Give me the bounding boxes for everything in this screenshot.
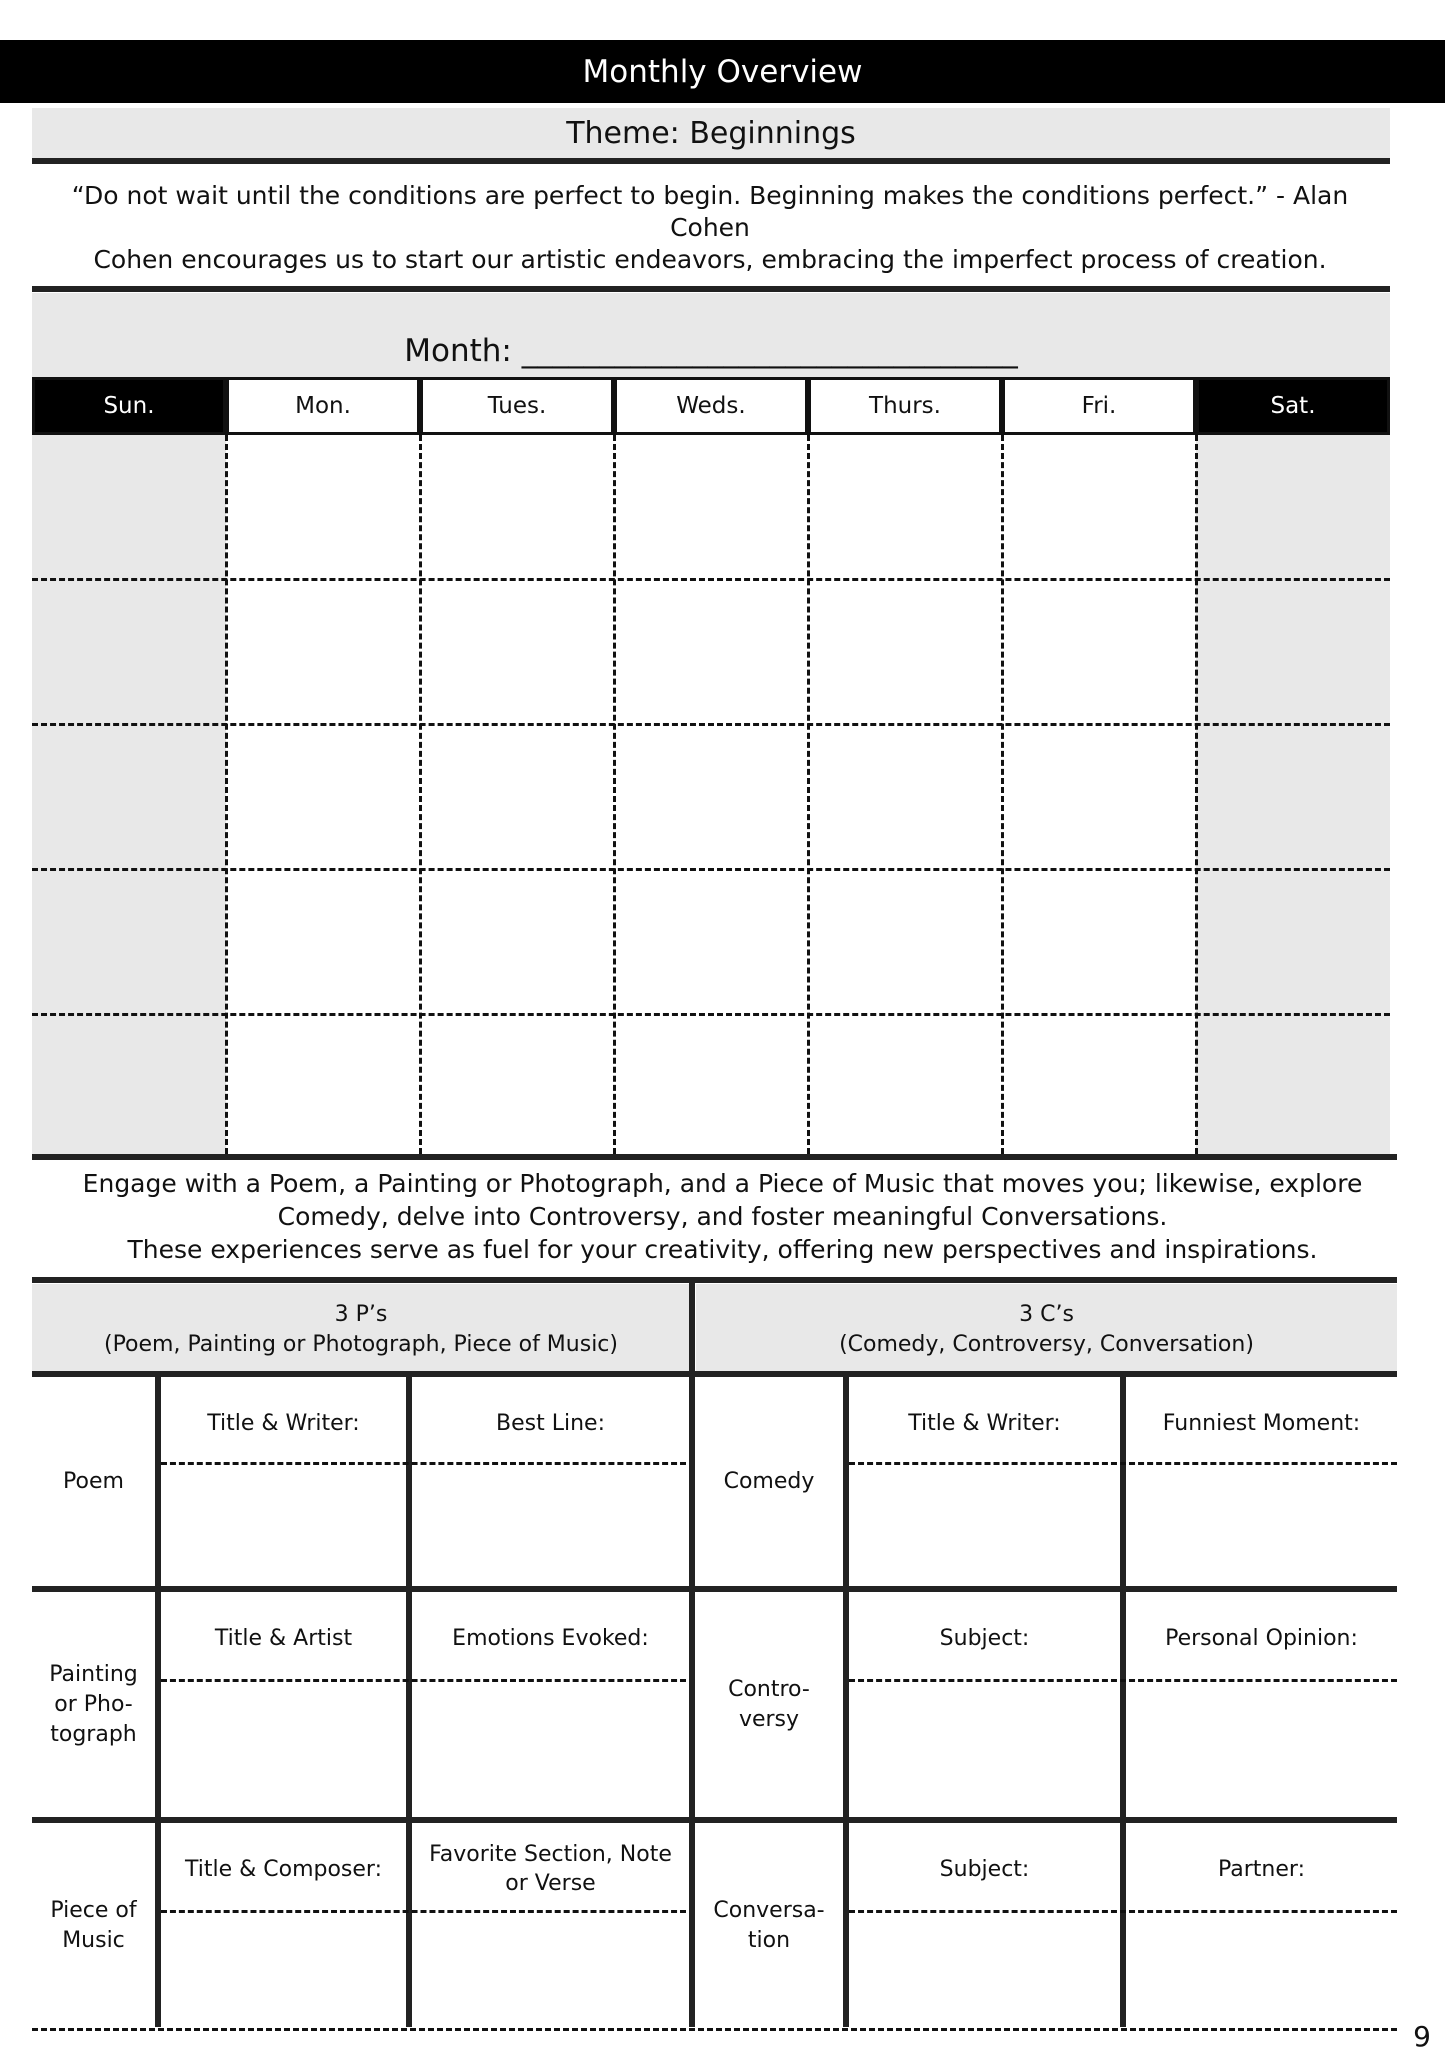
field-line bbox=[161, 1462, 686, 1465]
day-header-mon: Mon. bbox=[226, 377, 420, 435]
quote-line-3: Cohen encourages us to start our artistic endeavors, embracing the imperfect process of creation. bbox=[93, 245, 1327, 274]
field-line bbox=[161, 1910, 686, 1913]
page-title: Monthly Overview bbox=[0, 40, 1445, 103]
field-line bbox=[32, 2028, 1397, 2031]
day-header-sun: Sun. bbox=[32, 377, 226, 435]
grid-line bbox=[807, 435, 810, 1154]
day-header-sat: Sat. bbox=[1196, 377, 1390, 435]
painting-title-artist-field[interactable]: Title & Artist bbox=[214, 1625, 353, 1651]
grid-line bbox=[1001, 435, 1004, 1154]
quote bbox=[60, 180, 1360, 276]
controversy-subject-field[interactable]: Subject: bbox=[939, 1625, 1030, 1651]
grid-line bbox=[32, 578, 1390, 581]
calendar-grid[interactable] bbox=[32, 435, 1390, 1154]
grid-line bbox=[613, 435, 616, 1154]
field-line bbox=[161, 1679, 686, 1682]
grid-line bbox=[32, 723, 1390, 726]
poem-best-line-field[interactable]: Best Line: bbox=[496, 1410, 605, 1436]
three-cs-header bbox=[696, 1284, 1397, 1376]
controversy-opinion-field[interactable]: Personal Opinion: bbox=[1165, 1625, 1358, 1651]
field-line bbox=[849, 1462, 1397, 1465]
calendar-day-header bbox=[32, 377, 1390, 435]
grid-line bbox=[32, 868, 1390, 871]
grid-line bbox=[419, 435, 422, 1154]
controversy-label: Contro-versy bbox=[728, 1676, 810, 1732]
three-ps-title: 3 P’s bbox=[334, 1302, 388, 1327]
day-header-fri: Fri. bbox=[1002, 377, 1196, 435]
day-header-thu: Thurs. bbox=[808, 377, 1002, 435]
comedy-title-writer-field[interactable]: Title & Writer: bbox=[908, 1410, 1061, 1436]
grid-line bbox=[225, 435, 228, 1154]
three-cs-title: 3 C’s bbox=[1019, 1302, 1074, 1327]
engage-line-3: These experiences serve as fuel for your creativity, offering new perspectives and inspirations. bbox=[127, 1235, 1318, 1264]
three-ps-header bbox=[32, 1284, 690, 1376]
conversation-label: Conversa-tion bbox=[713, 1897, 825, 1953]
three-ps-subtitle: (Poem, Painting or Photograph, Piece of Music) bbox=[103, 1332, 618, 1357]
sunday-column bbox=[32, 435, 226, 1154]
painting-label: Painting or Pho-tograph bbox=[49, 1661, 138, 1747]
divider bbox=[32, 1154, 1397, 1160]
engage-line-1: Engage with a Poem, a Painting or Photograph, and a Piece of Music that moves you; likewise, explore bbox=[82, 1169, 1363, 1198]
music-favorite-section-field[interactable]: Favorite Section, Note or Verse bbox=[429, 1842, 672, 1896]
field-line bbox=[849, 1679, 1397, 1682]
grid-line bbox=[32, 1013, 1390, 1016]
divider bbox=[32, 286, 1390, 292]
saturday-column bbox=[1196, 435, 1390, 1154]
field-line bbox=[849, 1910, 1397, 1913]
month-field-label: Month: ________________________________ bbox=[32, 293, 1390, 377]
divider bbox=[155, 1374, 161, 2027]
page-number: 9 bbox=[1413, 2020, 1431, 2053]
divider bbox=[406, 1374, 412, 2027]
theme-heading: Theme: Beginnings bbox=[32, 108, 1390, 164]
music-label: Piece of Music bbox=[50, 1897, 137, 1953]
three-cs-subtitle: (Comedy, Controversy, Conversation) bbox=[839, 1332, 1254, 1357]
divider bbox=[843, 1374, 849, 2027]
conversation-subject-field[interactable]: Subject: bbox=[939, 1856, 1030, 1882]
quote-line-1: “Do not wait until the conditions are perfect to begin. Beginning makes the conditions perfect.” - Alan bbox=[71, 181, 1349, 210]
comedy-funniest-moment-field[interactable]: Funniest Moment: bbox=[1162, 1410, 1361, 1436]
conversation-partner-field[interactable]: Partner: bbox=[1218, 1856, 1305, 1882]
grid-line bbox=[1195, 435, 1198, 1154]
engage-text bbox=[40, 1167, 1405, 1266]
quote-line-2: Cohen bbox=[670, 213, 750, 242]
engage-line-2: Comedy, delve into Controversy, and foster meaningful Conversations. bbox=[277, 1202, 1168, 1231]
poem-label: Poem bbox=[63, 1468, 124, 1494]
day-header-tue: Tues. bbox=[420, 377, 614, 435]
divider bbox=[1120, 1374, 1126, 2027]
poem-title-writer-field[interactable]: Title & Writer: bbox=[207, 1410, 360, 1436]
painting-emotions-field[interactable]: Emotions Evoked: bbox=[452, 1625, 649, 1651]
divider bbox=[32, 1277, 1397, 1283]
day-header-wed: Weds. bbox=[614, 377, 808, 435]
comedy-label: Comedy bbox=[723, 1468, 815, 1494]
music-title-composer-field[interactable]: Title & Composer: bbox=[184, 1856, 383, 1882]
